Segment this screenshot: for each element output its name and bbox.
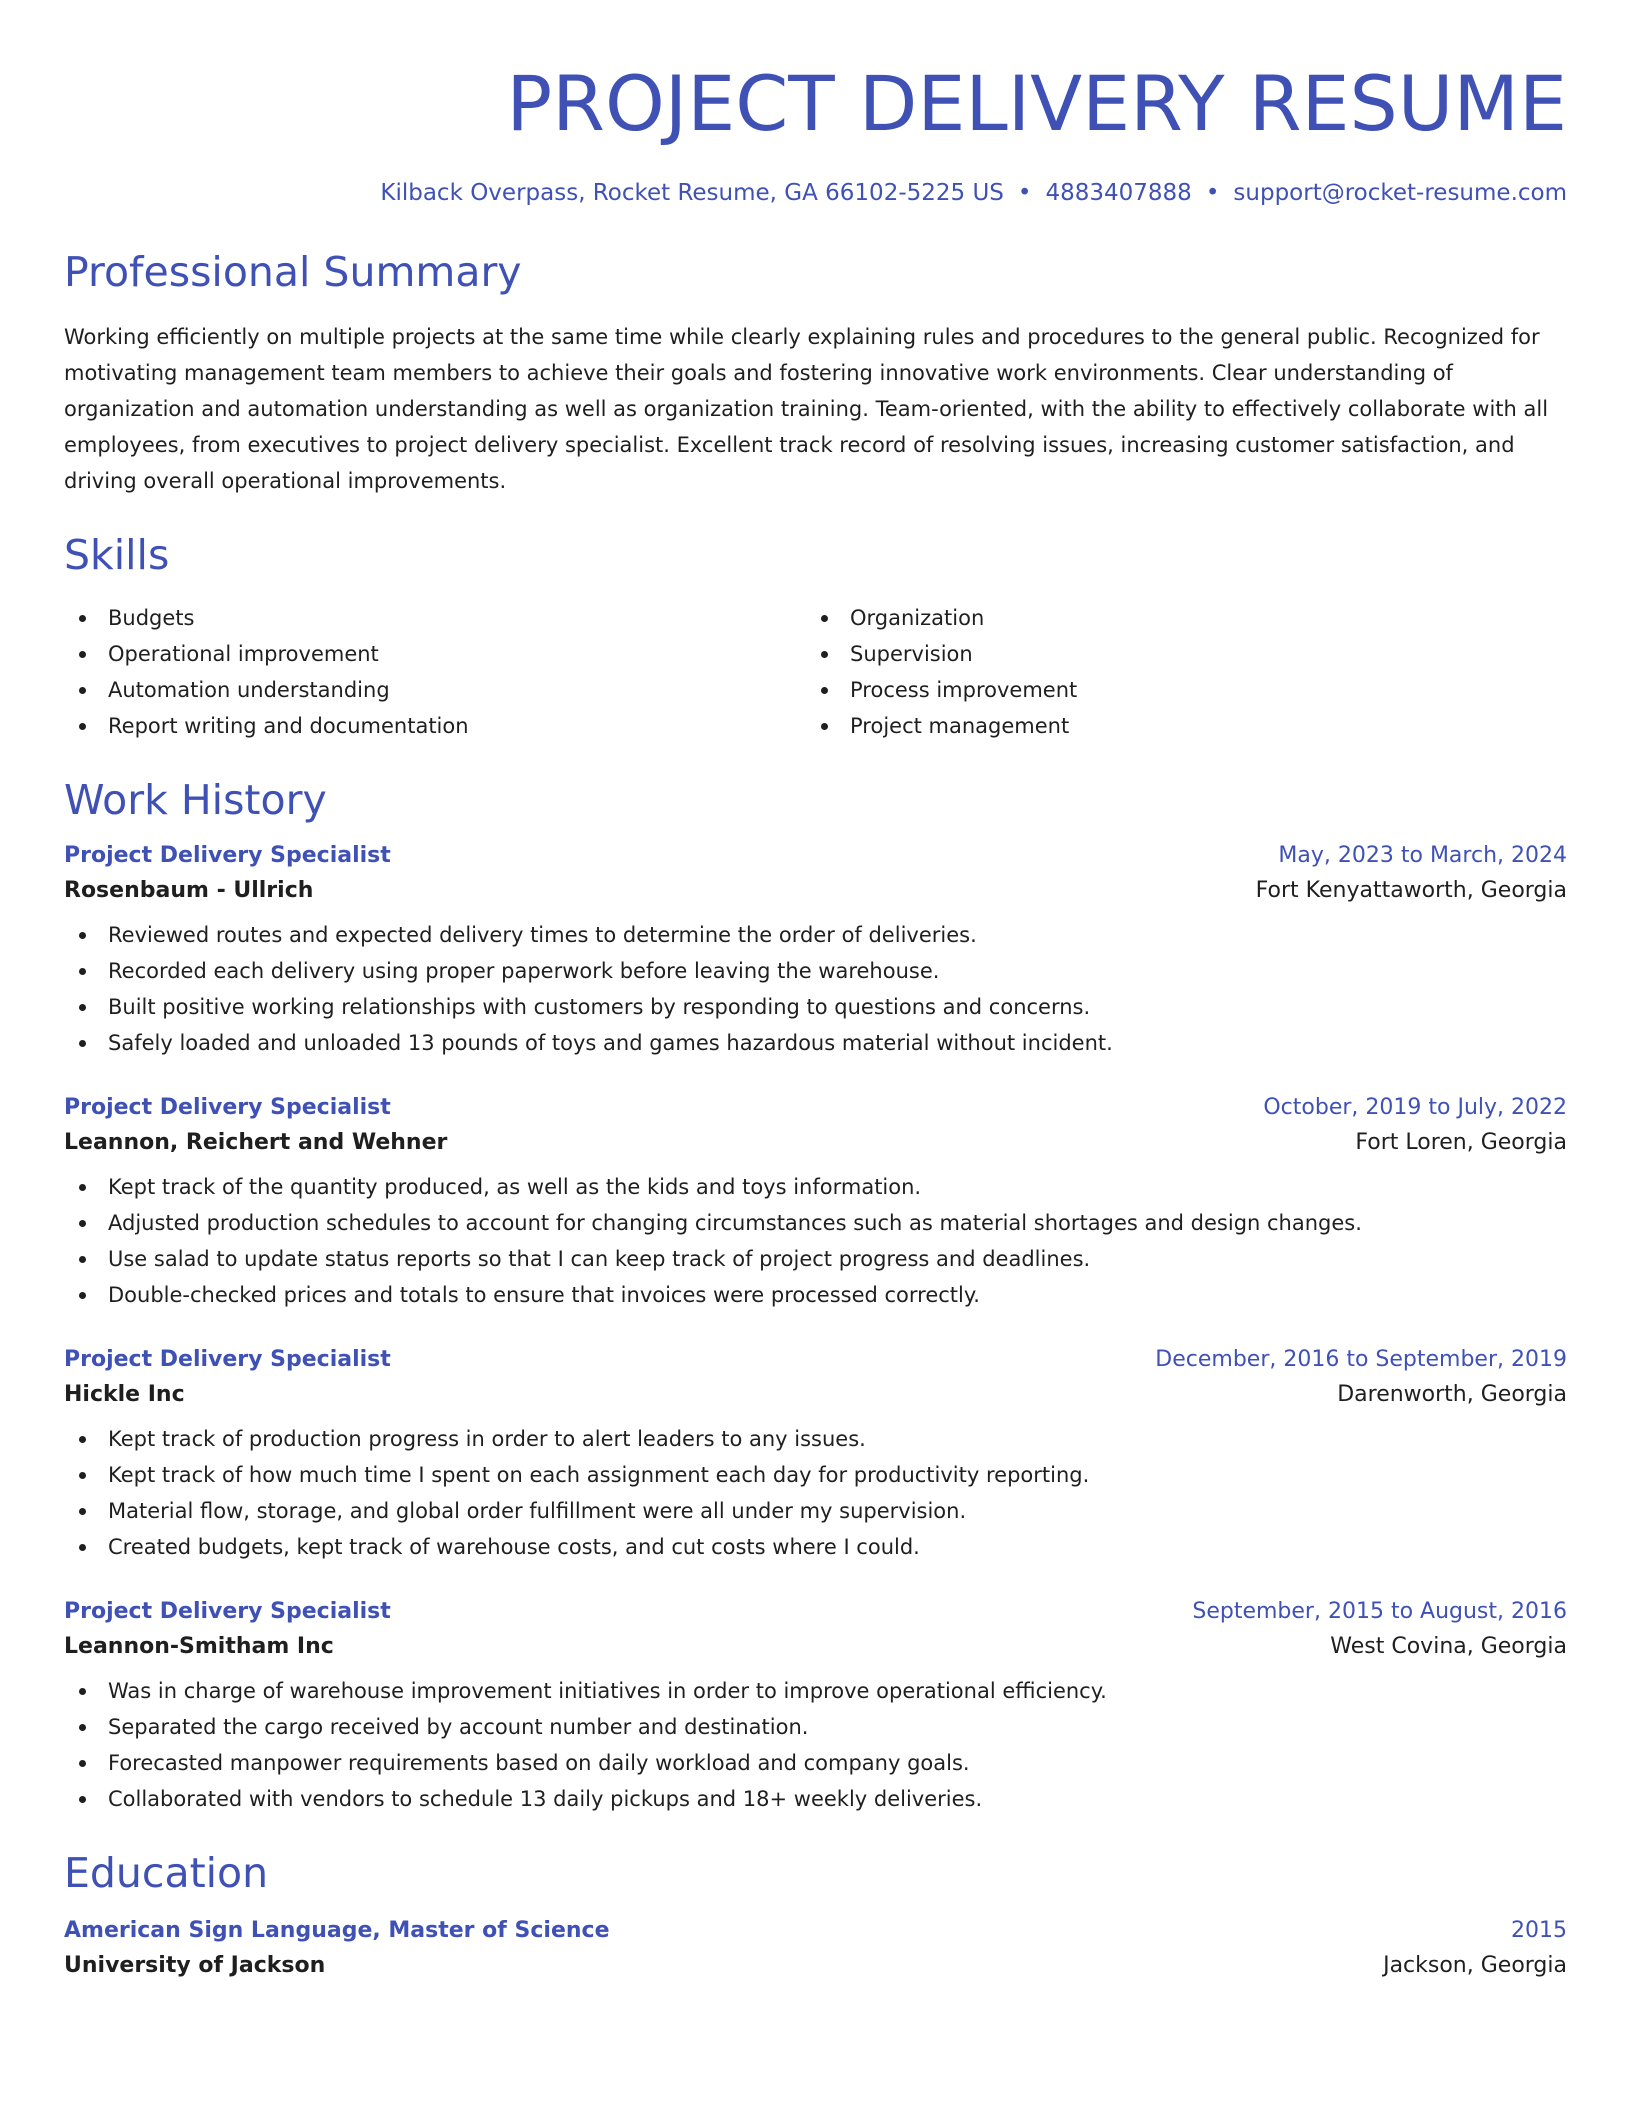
education-subheader [64, 1953, 1567, 1978]
job-subheader [64, 1130, 1567, 1155]
section-title-education: Education [64, 1849, 269, 1897]
duty-item: Kept track of how much time I spent on each assignment each day for productivity reporting. [64, 1457, 1567, 1493]
job-location: Fort Kenyattaworth, Georgia [1255, 878, 1567, 903]
section-title-skills: Skills [64, 531, 170, 579]
job-duties [64, 1421, 1567, 1565]
job-dates: September, 2015 to August, 2016 [1192, 1599, 1567, 1624]
resume-page [64, 0, 1567, 1978]
job-subheader [64, 1634, 1567, 1659]
job-title: Project Delivery Specialist [64, 843, 391, 868]
job-company: Leannon, Reichert and Wehner [64, 1130, 448, 1155]
resume-name: PROJECT DELIVERY RESUME [506, 59, 1567, 148]
job-entry [64, 1599, 1567, 1817]
skill-item: Process improvement [806, 672, 1548, 708]
skill-item: Automation understanding [64, 672, 806, 708]
education-location: Jackson, Georgia [1383, 1953, 1567, 1978]
skill-item: Organization [806, 600, 1548, 636]
job-subheader [64, 878, 1567, 903]
duty-item: Use salad to update status reports so that I can keep track of project progress and deadlines. [64, 1241, 1567, 1277]
duty-item: Was in charge of warehouse improvement initiatives in order to improve operational efficiency. [64, 1673, 1567, 1709]
contact-email[interactable]: support@rocket-resume.com [1233, 180, 1567, 206]
duty-item: Adjusted production schedules to account for changing circumstances such as material shortages and design changes. [64, 1205, 1567, 1241]
job-dates: May, 2023 to March, 2024 [1278, 843, 1567, 868]
duty-item: Reviewed routes and expected delivery times to determine the order of deliveries. [64, 917, 1567, 953]
job-company: Hickle Inc [64, 1382, 185, 1407]
skills-list [64, 600, 1567, 744]
job-location: Fort Loren, Georgia [1355, 1130, 1567, 1155]
contact-separator: • [1205, 180, 1220, 206]
job-company: Leannon-Smitham Inc [64, 1634, 334, 1659]
education-header [64, 1918, 1567, 1943]
skill-item: Operational improvement [64, 636, 806, 672]
job-location: Darenworth, Georgia [1337, 1382, 1567, 1407]
skill-item: Supervision [806, 636, 1548, 672]
section-title-work-history: Work History [64, 776, 327, 824]
duty-item: Double-checked prices and totals to ensure that invoices were processed correctly. [64, 1277, 1567, 1313]
skills-column-left [64, 600, 806, 744]
job-header [64, 1347, 1567, 1372]
duty-item: Recorded each delivery using proper paperwork before leaving the warehouse. [64, 953, 1567, 989]
duty-item: Safely loaded and unloaded 13 pounds of toys and games hazardous material without incident. [64, 1025, 1567, 1061]
duty-item: Kept track of production progress in order to alert leaders to any issues. [64, 1421, 1567, 1457]
education-entry [64, 1918, 1567, 1978]
education-school: University of Jackson [64, 1953, 326, 1978]
job-dates: December, 2016 to September, 2019 [1155, 1347, 1567, 1372]
job-header [64, 1095, 1567, 1120]
duty-item: Material flow, storage, and global order fulfillment were all under my supervision. [64, 1493, 1567, 1529]
job-title: Project Delivery Specialist [64, 1347, 391, 1372]
contact-separator: • [1017, 180, 1032, 206]
section-title-summary: Professional Summary [64, 248, 522, 296]
job-company: Rosenbaum - Ullrich [64, 878, 314, 903]
job-entry [64, 843, 1567, 1061]
duty-item: Kept track of the quantity produced, as well as the kids and toys information. [64, 1169, 1567, 1205]
skill-item: Budgets [64, 600, 806, 636]
skill-item: Report writing and documentation [64, 708, 806, 744]
job-header [64, 843, 1567, 868]
duty-item: Created budgets, kept track of warehouse costs, and cut costs where I could. [64, 1529, 1567, 1565]
job-duties [64, 1169, 1567, 1313]
education-year: 2015 [1511, 1918, 1567, 1943]
duty-item: Built positive working relationships with customers by responding to questions and concerns. [64, 989, 1567, 1025]
duty-item: Forecasted manpower requirements based on daily workload and company goals. [64, 1745, 1567, 1781]
job-dates: October, 2019 to July, 2022 [1263, 1095, 1567, 1120]
contact-phone[interactable]: 4883407888 [1045, 180, 1192, 206]
job-entry [64, 1095, 1567, 1313]
summary-text: Working efficiently on multiple projects at the same time while clearly explaining rules and procedures to the general public. Recognized for motivating management team members to achieve their goals and fostering innovative work environments. Clear understanding of organization and automation understanding as well as organization training. Team-oriented, with the ability to effectively collaborate with all employees, from executives to project delivery specialist. Excellent track record of resolving issues, increasing customer satisfaction, and driving overall operational improvements. [64, 325, 1549, 493]
job-location: West Covina, Georgia [1330, 1634, 1567, 1659]
job-title: Project Delivery Specialist [64, 1599, 391, 1624]
education-degree: American Sign Language, Master of Science [64, 1918, 610, 1943]
job-duties [64, 917, 1567, 1061]
skills-column-right [806, 600, 1548, 744]
contact-line [64, 180, 1567, 206]
duty-item: Collaborated with vendors to schedule 13 daily pickups and 18+ weekly deliveries. [64, 1781, 1567, 1817]
contact-address: Kilback Overpass, Rocket Resume, GA 66102-5225 US [380, 180, 1004, 206]
skill-item: Project management [806, 708, 1548, 744]
job-duties [64, 1673, 1567, 1817]
job-subheader [64, 1382, 1567, 1407]
job-header [64, 1599, 1567, 1624]
job-title: Project Delivery Specialist [64, 1095, 391, 1120]
duty-item: Separated the cargo received by account number and destination. [64, 1709, 1567, 1745]
job-entry [64, 1347, 1567, 1565]
